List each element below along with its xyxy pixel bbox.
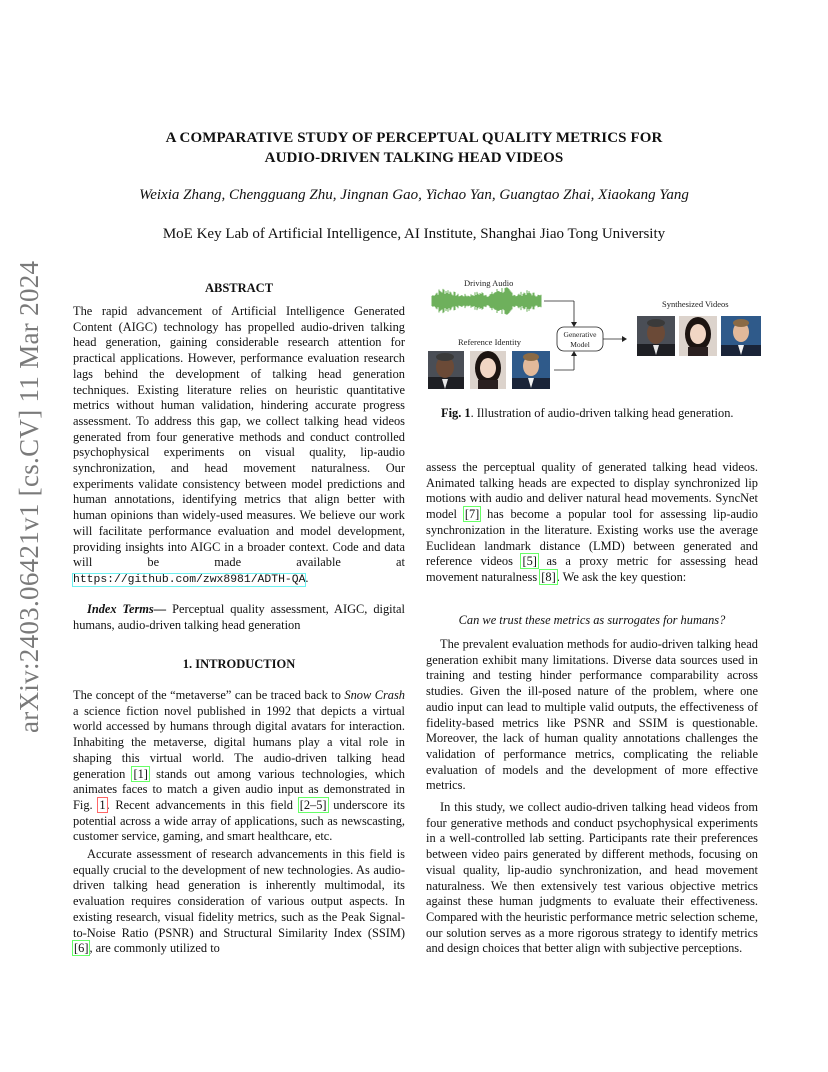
figure-ref-link[interactable]: 1 bbox=[99, 797, 106, 812]
body-text: assess the perceptual quality of generated talking head videos. Animated talking heads are expected to display synchronized lip motions with audio and deliver natural head movements. SyncNet model bbox=[426, 460, 758, 522]
body-paragraph: In this study, we collect audio-driven talking head videos from four generative methods and conduct psychophysical experiments in a well-controlled lab setting. Participants rate their preferences between video pairs generated by different methods, focusing on visual quality, lip-audio synchronization, and head movement naturalness. We then extensively test various objective metrics against these human judgments to evaluate their effectiveness. Compared with the heuristic performance metric selection scheme, our solution serves as a more rigorous strategy to identify metrics and design choices that better align with subjective perceptions. bbox=[426, 800, 758, 956]
intro-text: , are commonly utilized to bbox=[89, 941, 220, 956]
index-terms bbox=[73, 602, 405, 633]
index-terms-text: Perceptual quality assessment, AIGC, digital humans, audio-driven talking head generation bbox=[73, 602, 405, 632]
figure-1 bbox=[426, 276, 766, 396]
intro-body bbox=[73, 688, 405, 957]
abstract-text: The rapid advancement of Artificial Intelligence Generated Content (AIGC) technology has propelled audio-driven talking head generation, gaining considerable research attention for practical applications. However, performance evaluation research lags behind the development of talking head generation techniques. Existing literature relies on heuristic quantitative metrics without human validation, hindering accurate progress assessment. To address this gap, we collect talking head videos generated from four generative methods and conduct controlled psychophysical experiments on visual quality, lip-audio synchronization, and head movement naturalness. Our experiments validate consistency between model predictions and human annotations, identifying metrics that align better with human opinions than widely-used measures. We believe our work will facilitate performance evaluation and model development, providing insights into AIGC in a broader context. Code and data will be made available at bbox=[73, 304, 405, 570]
synthesized-videos-label: Synthesized Videos bbox=[662, 299, 729, 309]
generative-model-label: Model bbox=[570, 340, 590, 349]
intro-text: . Recent advancements in this field bbox=[106, 797, 299, 812]
intro-text: The concept of the “metaverse” can be traced back to bbox=[73, 688, 345, 702]
intro-text: stands out among various technologies, which animates faces to match a given audio input as demonstrated in Fig. bbox=[73, 766, 405, 812]
arrow-head bbox=[622, 336, 627, 342]
synthesized-face-2 bbox=[679, 316, 717, 356]
citation-link[interactable]: [1] bbox=[133, 766, 148, 781]
citation-link[interactable]: [7] bbox=[464, 507, 480, 522]
figure-caption-label: Fig. 1 bbox=[441, 406, 471, 420]
citation-link[interactable]: [6] bbox=[74, 941, 89, 956]
code-link[interactable]: https://github.com/zwx8981/ADTH-QA bbox=[73, 573, 306, 586]
arrow-head bbox=[571, 351, 577, 356]
key-question: Can we trust these metrics as surrogates for humans? bbox=[458, 613, 726, 627]
body-text: . We ask the key question: bbox=[556, 569, 687, 584]
generative-model-label: Generative bbox=[563, 330, 597, 339]
right-body-2 bbox=[426, 637, 758, 957]
intro-text: Accurate assessment of research advancements in this field is equally crucial to the development of new technologies. As audio-driven talking head generation is inherently multimodal, its evaluation requires consideration of various output aspects. In existing research, visual fidelity metrics, such as the Peak Signal-to-Noise Ratio (PSNR) and Structural Similarity Index (SSIM) bbox=[73, 847, 405, 940]
synthesized-face-1 bbox=[637, 316, 675, 356]
reference-face-1 bbox=[428, 351, 464, 389]
body-text: has become a popular tool for assessing lip-audio synchronization in the literature. Existing works use the average Euclidean landmark distance (LMD) between generated and reference videos bbox=[426, 507, 758, 569]
abstract-end: . bbox=[305, 570, 309, 585]
author-list: Weixia Zhang, Chengguang Zhu, Jingnan Gao, Yichao Yan, Guangtao Zhai, Xiaokang Yang bbox=[139, 187, 689, 203]
reference-face-2 bbox=[470, 351, 506, 389]
title-line-1: A COMPARATIVE STUDY OF PERCEPTUAL QUALITY METRICS FOR bbox=[165, 130, 663, 146]
affiliation: MoE Key Lab of Artificial Intelligence, AI Institute, Shanghai Jiao Tong University bbox=[162, 226, 666, 242]
intro-italic: Snow Crash bbox=[344, 688, 405, 702]
right-body-1 bbox=[426, 460, 758, 586]
reference-face-3 bbox=[512, 351, 550, 389]
figure-caption bbox=[441, 406, 771, 421]
arxiv-stamp: arXiv:2403.06421v1 [cs.CV] 11 Mar 2024 bbox=[14, 260, 44, 733]
figure-caption-text: . Illustration of audio-driven talking head generation. bbox=[470, 406, 734, 420]
body-text: as a proxy metric for assessing head movement naturalness bbox=[426, 554, 758, 584]
abstract-body bbox=[73, 304, 405, 589]
title-line-2: AUDIO-DRIVEN TALKING HEAD VIDEOS bbox=[264, 150, 564, 166]
intro-text: a science fiction novel published in 1992 that depicts a virtual world accessed by humans through digital avatars for interaction. Inhabiting the metaverse, digital humans play a vital role in shaping this virtual world. The audio-driven talking head generation bbox=[73, 703, 405, 781]
reference-identity-label: Reference Identity bbox=[458, 337, 522, 347]
intro-heading: 1. INTRODUCTION bbox=[182, 657, 296, 671]
citation-link[interactable]: [2–5] bbox=[299, 797, 327, 812]
body-paragraph: The prevalent evaluation methods for audio-driven talking head generation exhibit many limitations. Diverse data sources used in training and testing hinder performance comparability across studies. Given the ill-posed nature of the problem, where one audio input can lead to multiple valid outputs, the effectiveness of fidelity-based metrics like PSNR and SSIM is questionable. Moreover, the lack of human quality annotations challenges the validation of performance metrics, complicating the reliable evaluation of models and the development of more effective metrics. bbox=[426, 637, 758, 793]
audio-waveform bbox=[432, 287, 541, 315]
paper-title bbox=[0, 128, 828, 168]
synthesized-face-3 bbox=[721, 316, 761, 356]
citation-link[interactable]: [8] bbox=[541, 569, 556, 584]
arrow-head bbox=[571, 322, 577, 327]
figure-illustration bbox=[426, 276, 766, 396]
index-terms-label: Index Terms— bbox=[87, 602, 167, 616]
intro-text: underscore its potential across a wide array of applications, such as newscasting, customer service, gaming, and smart healthcare, etc. bbox=[73, 797, 405, 844]
citation-link[interactable]: [5] bbox=[522, 554, 537, 569]
driving-audio-label: Driving Audio bbox=[464, 278, 514, 288]
abstract-heading: ABSTRACT bbox=[204, 281, 274, 295]
